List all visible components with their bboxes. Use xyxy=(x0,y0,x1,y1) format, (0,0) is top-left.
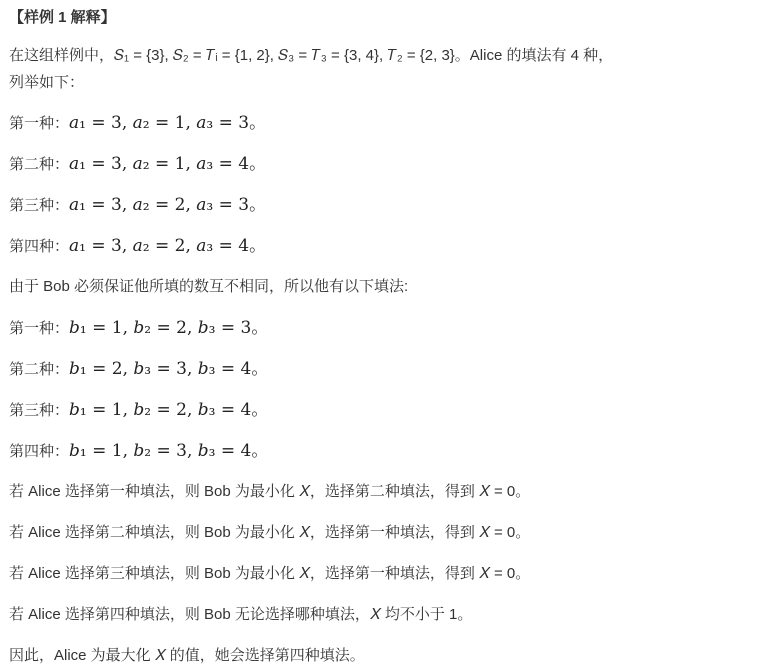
bob-intro: 由于 Bob 必须保证他所填的数互不相同，所以他有以下填法: xyxy=(9,278,409,295)
case-4: 若 Alice 选择第四种填法，则 Bob 无论选择哪种填法，𝑋 均不小于 1。 xyxy=(9,606,473,623)
alice-way-label: 第四种： xyxy=(9,238,70,255)
bob-way-label: 第一种： xyxy=(9,320,70,337)
intro-line-1: 在这组样例中，𝑆₁ = {3}, 𝑆₂ = 𝑇ᵢ = {1, 2}, 𝑆₃ = 𝑇₃ = {3, 4}, 𝑇₂ = {2, 3}。Alice 的填法有 4 种， xyxy=(9,47,614,64)
alice-way-1 xyxy=(9,112,266,135)
conclusion: 因此，Alice 为最大化 𝑋 的值，她会选择第四种填法。 xyxy=(9,647,365,664)
alice-way-formula: 𝑎₁ = 3, 𝑎₂ = 2, 𝑎₃ = 3。 xyxy=(69,195,267,215)
case-1: 若 Alice 选择第一种填法，则 Bob 为最小化 𝑋，选择第二种填法，得到 𝑋 = 0。 xyxy=(9,483,531,500)
bob-way-4 xyxy=(9,440,268,463)
bob-way-formula: 𝑏₁ = 1, 𝑏₂ = 2, 𝑏₃ = 3。 xyxy=(69,318,269,338)
bob-way-3 xyxy=(9,399,268,422)
section-heading: 【样例 1 解释】 xyxy=(9,9,116,26)
case-2: 若 Alice 选择第二种填法，则 Bob 为最小化 𝑋，选择第一种填法，得到 𝑋 = 0。 xyxy=(9,524,531,541)
alice-way-label: 第一种： xyxy=(9,115,70,132)
bob-way-formula: 𝑏₁ = 1, 𝑏₂ = 2, 𝑏₃ = 4。 xyxy=(69,400,269,420)
bob-way-2 xyxy=(9,358,268,381)
alice-way-formula: 𝑎₁ = 3, 𝑎₂ = 1, 𝑎₃ = 3。 xyxy=(69,113,267,133)
bob-way-formula: 𝑏₁ = 2, 𝑏₃ = 3, 𝑏₃ = 4。 xyxy=(69,359,269,379)
bob-way-label: 第四种： xyxy=(9,443,70,460)
bob-way-1 xyxy=(9,317,268,340)
case-3: 若 Alice 选择第三种填法，则 Bob 为最小化 𝑋，选择第一种填法，得到 𝑋 = 0。 xyxy=(9,565,531,582)
alice-way-formula: 𝑎₁ = 3, 𝑎₂ = 2, 𝑎₃ = 4。 xyxy=(69,236,267,256)
intro-line-2: 列举如下： xyxy=(9,74,85,91)
bob-way-label: 第三种： xyxy=(9,402,70,419)
alice-way-2 xyxy=(9,153,266,176)
alice-way-3 xyxy=(9,194,266,217)
alice-way-label: 第三种： xyxy=(9,197,70,214)
bob-way-formula: 𝑏₁ = 1, 𝑏₂ = 3, 𝑏₃ = 4。 xyxy=(69,441,269,461)
alice-way-4 xyxy=(9,235,266,258)
alice-way-formula: 𝑎₁ = 3, 𝑎₂ = 1, 𝑎₃ = 4。 xyxy=(69,154,267,174)
bob-way-label: 第二种： xyxy=(9,361,70,378)
alice-way-label: 第二种： xyxy=(9,156,70,173)
